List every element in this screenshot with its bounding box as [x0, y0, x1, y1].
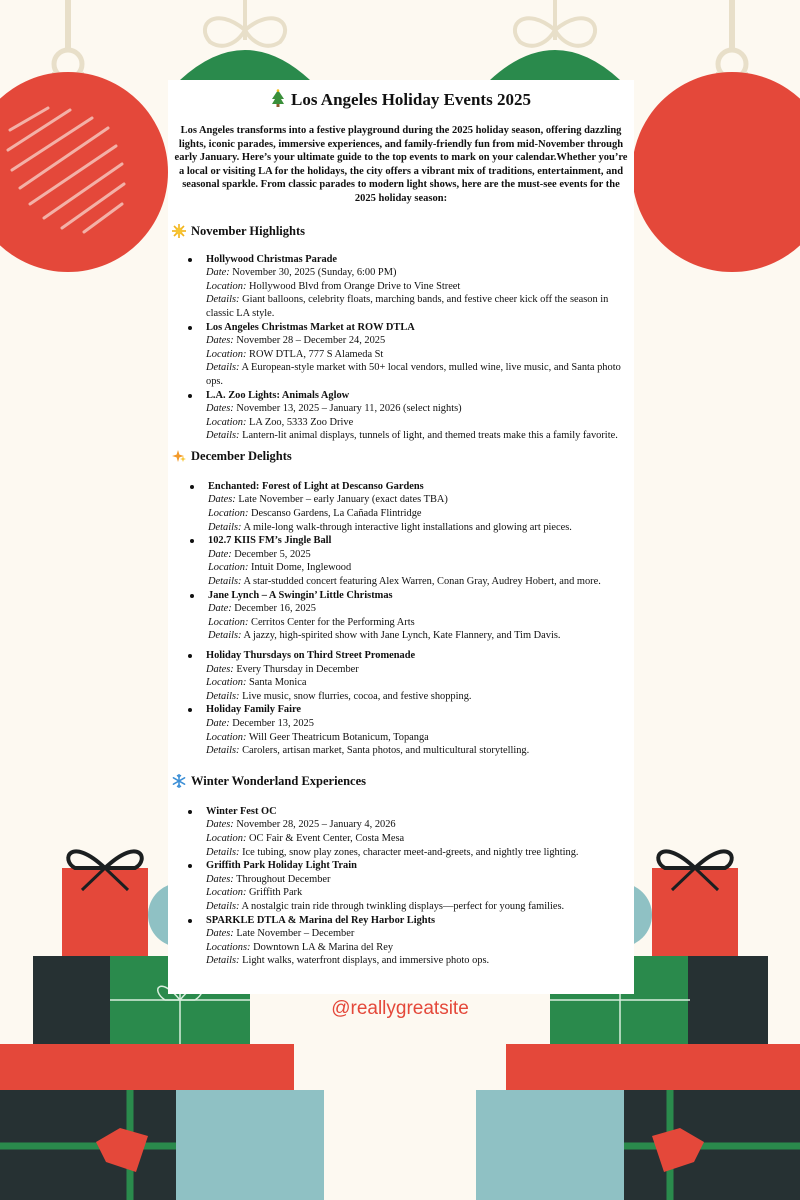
christmas-tree-icon — [271, 89, 285, 107]
december-heading: December Delights — [172, 449, 630, 464]
snowflake-icon — [172, 774, 186, 788]
list-item: SPARKLE DTLA & Marina del Rey Harbor Lights Dates: Late November – December Locations: Downtown LA & Marina del Rey Details: Light walks, waterfront displays, and immersive photo ops. — [172, 914, 630, 968]
ornament-right-icon — [632, 0, 800, 272]
events-document — [168, 80, 634, 994]
ornament-left-icon — [0, 0, 168, 272]
bauble-left-icon — [180, 0, 310, 80]
sun-icon — [172, 224, 186, 238]
winter-events-list — [172, 805, 630, 968]
november-events-list — [172, 253, 630, 443]
winter-heading: Winter Wonderland Experiences — [172, 774, 630, 789]
bauble-right-icon — [490, 0, 620, 80]
website-handle: @reallygreatsite — [331, 998, 469, 1019]
list-item: Holiday Family Faire Date: December 13, 2025 Location: Will Geer Theatricum Botanicum, Topanga Details: Carolers, artisan market, Santa photos, and multicultural storytelling. — [172, 703, 630, 757]
list-item: L.A. Zoo Lights: Animals Aglow Dates: November 13, 2025 – January 11, 2026 (select nights) Location: LA Zoo, 5333 Zoo Drive Details: Lantern-lit animal displays, tunnels of light, and themed treats make this a family favorite. — [172, 389, 630, 443]
list-item: Hollywood Christmas Parade Date: November 30, 2025 (Sunday, 6:00 PM) Location: Hollywood Blvd from Orange Drive to Vine Street Details: Giant balloons, celebrity floats, marching bands, and festive cheer kick off the season in classic LA style. — [172, 253, 630, 321]
page-title — [172, 88, 630, 112]
list-item: Holiday Thursdays on Third Street Promenade Dates: Every Thursday in December Location: Santa Monica Details: Live music, snow flurries, cocoa, and festive shopping. — [172, 649, 630, 703]
december-events-list — [172, 480, 630, 643]
december-more-events-list — [172, 649, 630, 758]
list-item: Enchanted: Forest of Light at Descanso Gardens Dates: Late November – early January (exact dates TBA) Location: Descanso Gardens, La Cañada Flintridge Details: A mile-long walk-through interactive light installations and glowing art pieces. — [172, 480, 630, 534]
sparkles-icon — [172, 449, 186, 463]
list-item: Winter Fest OC Dates: November 28, 2025 – January 4, 2026 Location: OC Fair & Event Center, Costa Mesa Details: Ice tubing, snow play zones, character meet-and-greets, and nightly tree lighting. — [172, 805, 630, 859]
november-heading: November Highlights — [172, 224, 630, 239]
intro-paragraph: Los Angeles transforms into a festive playground during the 2025 holiday season, offering dazzling lights, iconic parades, immersive experiences, and family-friendly fun from mid-November through early January. Here’s your ultimate guide to the top events to mark on your calendar.Whether you’re a local or visiting LA for the holidays, the city offers a vibrant mix of traditions, entertainment, and seasonal sparkle. From classic parades to modern light shows, here are the must-see events for the 2025 holiday season: — [174, 125, 628, 204]
list-item: Jane Lynch – A Swingin’ Little Christmas Date: December 16, 2025 Location: Cerritos Center for the Performing Arts Details: A jazzy, high-spirited show with Jane Lynch, Kate Flannery, and Tim Davis. — [172, 589, 630, 643]
list-item: Los Angeles Christmas Market at ROW DTLA Dates: November 28 – December 24, 2025 Location: ROW DTLA, 777 S Alameda St Details: A European-style market with 50+ local vendors, mulled wine, live music, and Santa photo ops. — [172, 321, 630, 389]
list-item: 102.7 KIIS FM’s Jingle Ball Date: December 5, 2025 Location: Intuit Dome, Inglewood Details: A star-studded concert featuring Alex Warren, Conan Gray, Audrey Hobert, and more. — [172, 534, 630, 588]
title-text: Los Angeles Holiday Events 2025 — [291, 90, 531, 109]
list-item: Griffith Park Holiday Light Train Dates: Throughout December Location: Griffith Park Details: A nostalgic train ride through twinkling displays—perfect for young families. — [172, 859, 630, 913]
